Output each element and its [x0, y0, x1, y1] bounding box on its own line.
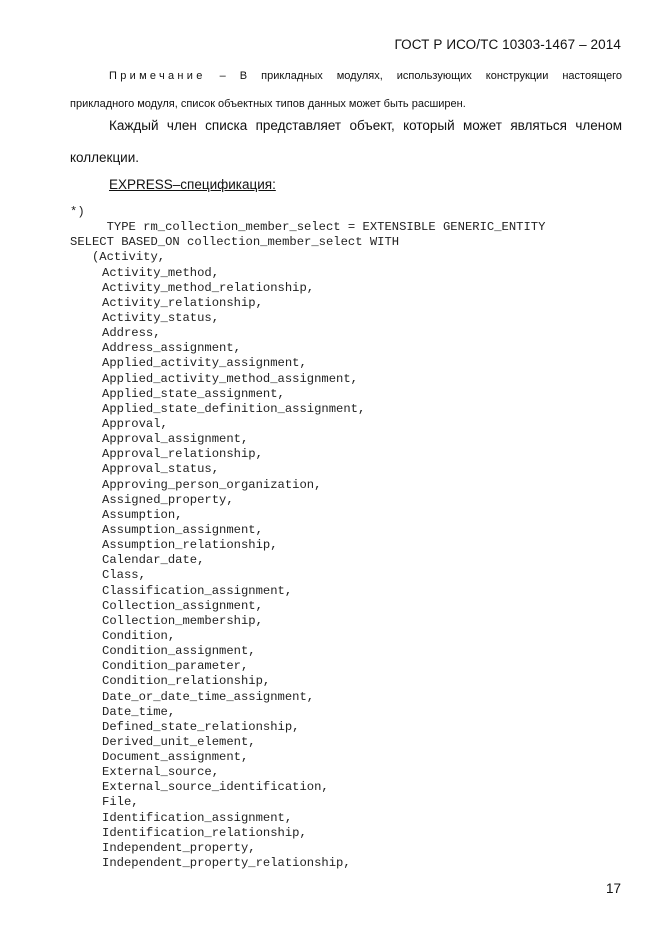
note-word: модулях, — [336, 70, 383, 82]
paragraph-word: член — [166, 118, 197, 133]
paragraph-word: может — [463, 118, 502, 133]
code-item: Activity_method_relationship, — [102, 280, 315, 295]
code-item: Activity_method, — [102, 265, 220, 280]
document-header: ГОСТ Р ИСО/ТС 10303-1467 – 2014 — [394, 37, 621, 52]
code-line: TYPE rm_collection_member_select = EXTENSIBLE GENERIC_ENTITY — [70, 220, 546, 235]
body-paragraph — [70, 110, 622, 174]
paragraph-line-1 — [70, 110, 622, 142]
code-item: Defined_state_relationship, — [102, 719, 300, 734]
code-item: Condition_parameter, — [102, 659, 249, 674]
page-number: 17 — [605, 881, 621, 896]
paragraph-line-2: коллекции. — [70, 150, 140, 165]
code-item: Date_or_date_time_assignment, — [102, 689, 315, 704]
code-item: Approval, — [102, 416, 168, 431]
note-word: прикладных — [261, 70, 323, 82]
code-item: Calendar_date, — [102, 553, 205, 568]
note-line-1 — [70, 62, 622, 90]
code-item: Approving_person_organization, — [102, 477, 322, 492]
code-line: (Activity, — [70, 250, 166, 265]
code-line: SELECT BASED_ON collection_member_select WITH — [70, 235, 400, 250]
code-item: Independent_property_relationship, — [102, 856, 351, 871]
code-item: Date_time, — [102, 704, 176, 719]
code-item: Identification_relationship, — [102, 825, 307, 840]
select-item-list — [70, 266, 630, 872]
code-item: Class, — [102, 568, 146, 583]
note-label: Примечание — [109, 70, 206, 82]
express-spec-heading: EXPRESS–спецификация: — [109, 177, 276, 192]
code-item: Assumption_assignment, — [102, 522, 263, 537]
paragraph-word: представляет — [255, 118, 342, 133]
code-item: Collection_membership, — [102, 613, 263, 628]
code-item: Activity_status, — [102, 310, 220, 325]
code-item: Condition, — [102, 628, 176, 643]
code-item: External_source_identification, — [102, 780, 329, 795]
code-item: Assumption_relationship, — [102, 538, 278, 553]
code-item: Collection_assignment, — [102, 598, 263, 613]
code-item: Condition_assignment, — [102, 644, 256, 659]
paragraph-word: который — [403, 118, 455, 133]
note-dash: – — [219, 70, 226, 82]
note-word: конструкции — [485, 70, 549, 82]
code-item: Derived_unit_element, — [102, 734, 256, 749]
code-line: *) — [70, 205, 85, 219]
code-item: Classification_assignment, — [102, 583, 293, 598]
code-item: Condition_relationship, — [102, 674, 271, 689]
note-word: использующих — [396, 70, 472, 82]
paragraph-word: членом — [575, 118, 622, 133]
code-item: Address_assignment, — [102, 341, 241, 356]
paragraph-word: списка — [205, 118, 248, 133]
note-word: настоящего — [562, 70, 622, 82]
code-item: Applied_state_assignment, — [102, 386, 285, 401]
code-item: Activity_relationship, — [102, 295, 263, 310]
code-item: Address, — [102, 326, 161, 341]
code-item: Document_assignment, — [102, 750, 249, 765]
code-item: Independent_property, — [102, 840, 256, 855]
express-code-block — [70, 205, 630, 871]
code-item: Assumption, — [102, 507, 183, 522]
code-item: Applied_state_definition_assignment, — [102, 401, 366, 416]
paragraph-word: являться — [510, 118, 567, 133]
code-item: External_source, — [102, 765, 220, 780]
note-word: В — [239, 70, 248, 82]
code-item: File, — [102, 795, 139, 810]
code-item: Applied_activity_assignment, — [102, 356, 307, 371]
note-line-2: прикладного модуля, список объектных типов данных может быть расширен. — [70, 98, 466, 110]
code-item: Approval_status, — [102, 462, 220, 477]
code-item: Assigned_property, — [102, 492, 234, 507]
code-item: Identification_assignment, — [102, 810, 293, 825]
paragraph-word: Каждый — [109, 118, 159, 133]
code-item: Applied_activity_method_assignment, — [102, 371, 358, 386]
paragraph-word: объект, — [349, 118, 395, 133]
code-item: Approval_relationship, — [102, 447, 263, 462]
code-item: Approval_assignment, — [102, 432, 249, 447]
